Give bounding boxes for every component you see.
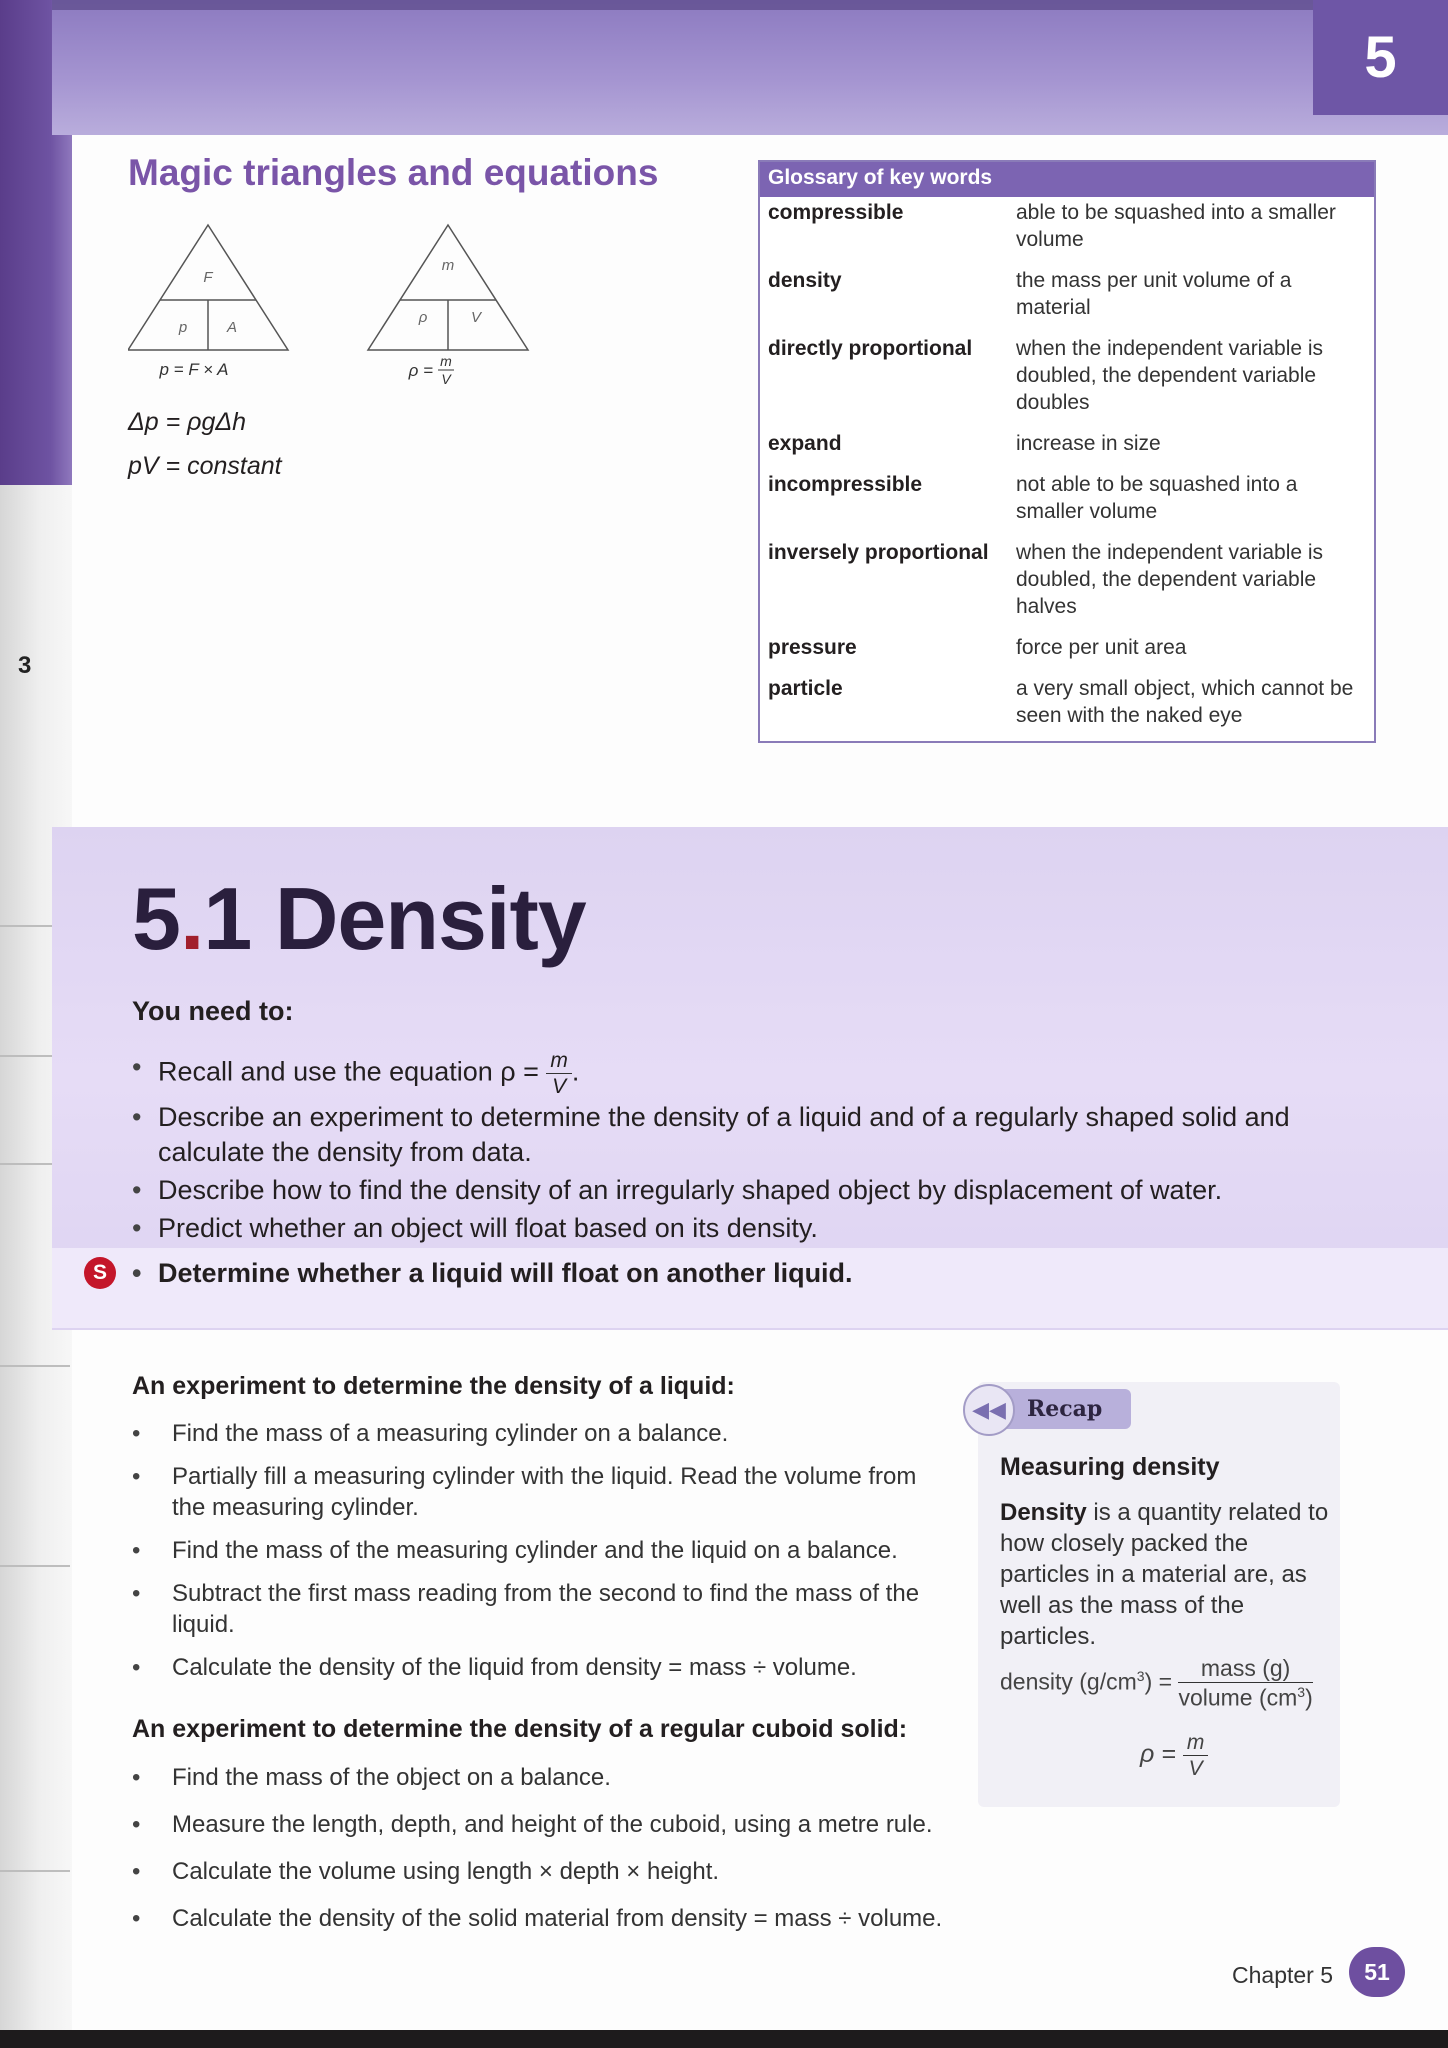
objective-text: Recall and use the equation ρ = xyxy=(158,1056,539,1087)
formula-lhs: density (g/cm xyxy=(1000,1668,1137,1695)
section-subnumber: 1 xyxy=(203,869,252,968)
recap-tag xyxy=(963,1384,1133,1436)
list-item: • Find the mass of the object on a balance. xyxy=(132,1762,952,1793)
recap-bold-word: Density xyxy=(1000,1499,1087,1526)
tri1-right: A xyxy=(226,319,238,336)
glossary-header: Glossary of key words xyxy=(760,162,1374,197)
glossary-term: particle xyxy=(768,677,843,700)
section-dot: . xyxy=(179,869,204,968)
glossary-definition: increase in size xyxy=(1016,432,1161,455)
glossary-term: directly proportional xyxy=(768,337,973,360)
formula-fraction xyxy=(1178,1657,1312,1710)
solid-experiment-steps xyxy=(132,1762,952,1950)
solid-experiment-heading: An experiment to determine the density of a regular cuboid solid: xyxy=(132,1715,908,1743)
glossary-row xyxy=(760,197,1374,265)
section-number: 5 xyxy=(132,869,180,968)
triangles-diagram xyxy=(128,220,548,390)
formula-den-sup: 3 xyxy=(1297,1684,1306,1700)
chapter-tab: 5 xyxy=(1313,0,1448,115)
fraction-denominator: V xyxy=(552,1075,567,1098)
tri1-left: p xyxy=(178,319,188,336)
list-item: • Find the mass of the measuring cylinder and the liquid on a balance. xyxy=(132,1535,952,1566)
formula-den-end: ) xyxy=(1305,1684,1313,1711)
glossary-term: inversely proportional xyxy=(768,541,989,564)
glossary-definition: when the independent variable is doubled, the dependent variable doubles xyxy=(1016,337,1324,414)
list-item: • Measure the length, depth, and height of the cuboid, using a metre rule. xyxy=(132,1809,952,1840)
rho-numerator: m xyxy=(1183,1732,1209,1756)
objective-item: • Describe how to find the density of an irregularly shaped object by displacement of water. xyxy=(132,1173,1372,1208)
recap-body: is a quantity related to how closely packed the particles in a material are, as well as the mass of the particles. xyxy=(1000,1499,1329,1650)
glossary-row xyxy=(760,632,1374,673)
equation-hydrostatic: Δp = ρgΔh xyxy=(128,408,247,436)
side-divider xyxy=(0,1565,70,1567)
glossary-term: pressure xyxy=(768,636,857,659)
objective-item xyxy=(132,1050,1372,1097)
objective-item: • Predict whether an object will float based on its density. xyxy=(132,1211,1372,1246)
list-item: • Subtract the first mass reading from the second to find the mass of the liquid. xyxy=(132,1578,952,1640)
supplement-badge: S xyxy=(84,1257,116,1289)
formula-lhs-end: ) = xyxy=(1144,1668,1173,1695)
objectives-list xyxy=(132,1050,1372,1294)
tri2-caption-den: V xyxy=(441,371,451,387)
footer-chapter: Chapter 5 xyxy=(1232,1962,1334,1988)
glossary-row xyxy=(760,469,1374,537)
rho-formula xyxy=(1140,1732,1208,1779)
rho-lhs: ρ = xyxy=(1140,1740,1176,1769)
side-divider xyxy=(0,1870,70,1872)
glossary-box xyxy=(758,160,1376,743)
tri2-top: m xyxy=(441,257,455,274)
glossary-definition: force per unit area xyxy=(1016,636,1187,659)
tri2-left: ρ xyxy=(418,309,428,326)
fraction-m-over-v xyxy=(546,1050,572,1097)
density-formula xyxy=(1000,1657,1340,1710)
section-name: Density xyxy=(274,869,586,968)
glossary-definition: not able to be squashed into a smaller volume xyxy=(1016,473,1298,523)
glossary-definition: when the independent variable is doubled, the dependent variable halves xyxy=(1016,541,1324,618)
tri2-caption-lhs: ρ = xyxy=(408,361,433,380)
glossary-definition: able to be squashed into a smaller volume xyxy=(1016,201,1336,251)
tri1-top: F xyxy=(203,269,213,286)
magic-triangles-title: Magic triangles and equations xyxy=(128,152,659,193)
glossary-row xyxy=(760,428,1374,469)
rho-fraction xyxy=(1183,1732,1209,1779)
list-item: • Find the mass of a measuring cylinder on a balance. xyxy=(132,1418,952,1449)
equation-boyle: pV = constant xyxy=(128,452,282,480)
recap-label: Recap xyxy=(1003,1389,1131,1429)
glossary-term: expand xyxy=(768,432,842,455)
glossary-row xyxy=(760,333,1374,428)
glossary-row xyxy=(760,265,1374,333)
fraction-numerator: m xyxy=(546,1050,572,1074)
list-item: • Calculate the volume using length × depth × height. xyxy=(132,1856,952,1887)
recap-title: Measuring density xyxy=(1000,1453,1220,1481)
formula-lhs-sup: 3 xyxy=(1136,1667,1145,1684)
glossary-term: incompressible xyxy=(768,473,923,496)
header-band xyxy=(52,0,1448,135)
header-band-shadow xyxy=(52,0,1448,10)
glossary-table xyxy=(760,197,1374,741)
side-tab-number: 3 xyxy=(18,652,32,679)
formula-numerator: mass (g) xyxy=(1178,1657,1312,1683)
list-item: • Partially fill a measuring cylinder with the liquid. Read the volume from the measuring cylinder. xyxy=(132,1461,952,1523)
you-need-to-heading: You need to: xyxy=(132,996,294,1026)
glossary-term: density xyxy=(768,269,842,292)
rewind-icon: ◀◀ xyxy=(963,1384,1015,1436)
density-triangle xyxy=(368,225,528,350)
magic-triangles xyxy=(128,220,548,390)
supplement-objective: • Determine whether a liquid will float on another liquid. xyxy=(132,1256,1372,1291)
side-divider xyxy=(0,1365,70,1367)
glossary-definition: a very small object, which cannot be seen with the naked eye xyxy=(1016,677,1354,727)
list-item: • Calculate the density of the solid material from density = mass ÷ volume. xyxy=(132,1903,952,1934)
page-number: 51 xyxy=(1349,1947,1405,1997)
objective-item: • Describe an experiment to determine the density of a liquid and of a regularly shaped solid and calculate the density from data. xyxy=(132,1100,1372,1170)
pressure-triangle xyxy=(128,225,288,350)
recap-text xyxy=(1000,1497,1330,1652)
liquid-experiment-heading: An experiment to determine the density of a liquid: xyxy=(132,1372,735,1400)
section-title xyxy=(132,868,586,970)
objective-end: . xyxy=(571,1056,580,1087)
list-item: • Calculate the density of the liquid from density = mass ÷ volume. xyxy=(132,1652,952,1683)
liquid-experiment-steps xyxy=(132,1418,952,1695)
tri2-right: V xyxy=(470,309,482,326)
glossary-term: compressible xyxy=(768,201,904,224)
tri2-caption-num: m xyxy=(440,353,452,369)
formula-den-text: volume (cm xyxy=(1178,1684,1298,1711)
tri1-caption: p = F × A xyxy=(159,360,229,379)
page-bottom-edge xyxy=(0,2030,1448,2048)
formula-denominator xyxy=(1178,1683,1312,1710)
glossary-row xyxy=(760,537,1374,632)
glossary-row xyxy=(760,673,1374,741)
rho-denominator: V xyxy=(1188,1757,1203,1780)
glossary-definition: the mass per unit volume of a material xyxy=(1016,269,1292,319)
